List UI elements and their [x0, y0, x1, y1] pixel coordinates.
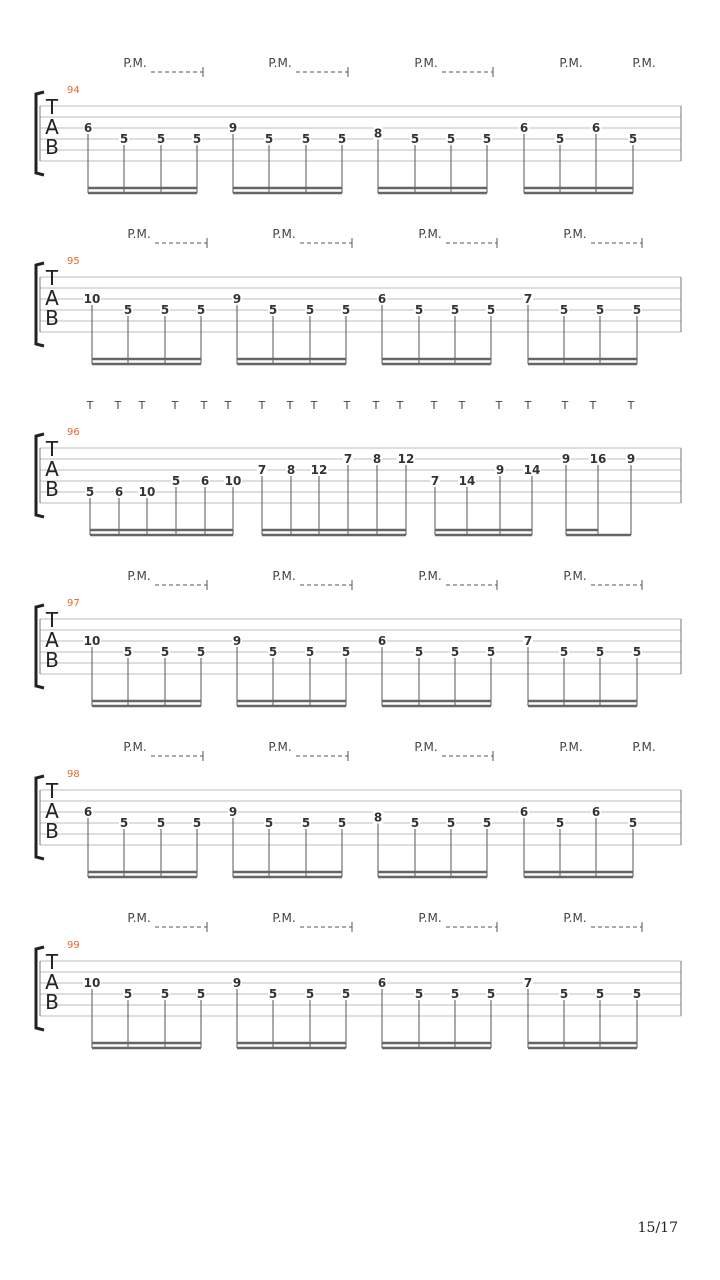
- fret-number: 5: [595, 987, 605, 1001]
- tap-marking: T: [310, 399, 318, 412]
- tap-marking: T: [286, 399, 294, 412]
- fret-number: 5: [482, 816, 492, 830]
- fret-number: 10: [138, 485, 156, 499]
- tap-marking: T: [627, 399, 635, 412]
- tab-clef-letter: B: [45, 306, 59, 330]
- palm-mute-marking: P.M.: [632, 740, 656, 754]
- fret-number: 5: [414, 645, 424, 659]
- fret-number: 6: [83, 121, 93, 135]
- fret-number: 5: [123, 645, 133, 659]
- fret-number: 5: [450, 987, 460, 1001]
- fret-number: 8: [286, 463, 296, 477]
- fret-number: 7: [343, 452, 353, 466]
- fret-number: 5: [337, 816, 347, 830]
- fret-number: 7: [523, 292, 533, 306]
- palm-mute-marking: P.M.: [123, 56, 147, 70]
- fret-number: 5: [337, 132, 347, 146]
- tab-clef-letter: A: [45, 115, 59, 139]
- palm-mute-marking: P.M.: [414, 740, 438, 754]
- fret-number: 9: [232, 292, 242, 306]
- measure-number: 98: [67, 769, 80, 780]
- fret-number: 5: [192, 816, 202, 830]
- palm-mute-marking: P.M.: [272, 911, 296, 925]
- tab-clef-letter: T: [45, 266, 59, 290]
- tab-clef-letter: T: [45, 608, 59, 632]
- palm-mute-marking: P.M.: [272, 227, 296, 241]
- fret-number: 10: [83, 634, 101, 648]
- fret-number: 6: [519, 805, 529, 819]
- tap-marking: T: [343, 399, 351, 412]
- fret-number: 5: [196, 303, 206, 317]
- fret-number: 5: [301, 132, 311, 146]
- fret-number: 5: [268, 303, 278, 317]
- fret-number: 14: [458, 474, 476, 488]
- fret-number: 5: [446, 132, 456, 146]
- measure-number: 99: [67, 940, 80, 951]
- fret-number: 5: [341, 987, 351, 1001]
- fret-number: 5: [555, 816, 565, 830]
- fret-number: 5: [482, 132, 492, 146]
- fret-number: 5: [632, 987, 642, 1001]
- tab-clef-letter: T: [45, 950, 59, 974]
- fret-number: 5: [123, 303, 133, 317]
- fret-number: 5: [156, 132, 166, 146]
- fret-number: 6: [519, 121, 529, 135]
- fret-number: 6: [591, 121, 601, 135]
- palm-mute-marking: P.M.: [632, 56, 656, 70]
- fret-number: 9: [228, 805, 238, 819]
- fret-number: 10: [83, 292, 101, 306]
- tap-marking: T: [200, 399, 208, 412]
- fret-number: 5: [160, 303, 170, 317]
- fret-number: 5: [595, 303, 605, 317]
- fret-number: 5: [410, 816, 420, 830]
- fret-number: 8: [373, 810, 383, 825]
- tab-system: [36, 56, 681, 193]
- palm-mute-marking: P.M.: [268, 56, 292, 70]
- fret-number: 5: [414, 303, 424, 317]
- fret-number: 5: [196, 987, 206, 1001]
- tap-marking: T: [495, 399, 503, 412]
- tab-clef-letter: A: [45, 457, 59, 481]
- tab-clef-letter: B: [45, 135, 59, 159]
- fret-number: 5: [160, 645, 170, 659]
- fret-number: 5: [196, 645, 206, 659]
- palm-mute-marking: P.M.: [563, 569, 587, 583]
- fret-number: 9: [232, 634, 242, 648]
- tab-clef-letter: B: [45, 819, 59, 843]
- fret-number: 5: [341, 303, 351, 317]
- tap-marking: T: [86, 399, 94, 412]
- fret-number: 5: [628, 132, 638, 146]
- fret-number: 7: [523, 976, 533, 990]
- fret-number: 5: [450, 645, 460, 659]
- fret-number: 9: [626, 452, 636, 466]
- fret-number: 5: [123, 987, 133, 1001]
- tap-marking: T: [224, 399, 232, 412]
- fret-number: 5: [268, 645, 278, 659]
- fret-number: 12: [397, 452, 415, 466]
- palm-mute-marking: P.M.: [559, 740, 583, 754]
- fret-number: 12: [310, 463, 328, 477]
- tap-marking: T: [372, 399, 380, 412]
- palm-mute-marking: P.M.: [127, 911, 151, 925]
- fret-number: 6: [377, 634, 387, 648]
- fret-number: 5: [341, 645, 351, 659]
- palm-mute-marking: P.M.: [563, 911, 587, 925]
- tab-system: [36, 399, 681, 535]
- fret-number: 5: [305, 303, 315, 317]
- fret-number: 5: [264, 132, 274, 146]
- tab-system: [36, 569, 681, 706]
- fret-number: 5: [450, 303, 460, 317]
- tab-clef-letter: T: [45, 779, 59, 803]
- palm-mute-marking: P.M.: [418, 569, 442, 583]
- fret-number: 10: [224, 474, 242, 488]
- fret-number: 5: [559, 987, 569, 1001]
- palm-mute-marking: P.M.: [563, 227, 587, 241]
- fret-number: 8: [373, 126, 383, 141]
- fret-number: 6: [377, 292, 387, 306]
- fret-number: 5: [632, 645, 642, 659]
- fret-number: 9: [561, 452, 571, 466]
- palm-mute-marking: P.M.: [268, 740, 292, 754]
- fret-number: 5: [119, 132, 129, 146]
- tab-clef-letter: A: [45, 970, 59, 994]
- tap-marking: T: [561, 399, 569, 412]
- tab-clef-letter: A: [45, 286, 59, 310]
- fret-number: 5: [171, 474, 181, 488]
- measure-number: 95: [67, 256, 80, 267]
- fret-number: 9: [495, 463, 505, 477]
- measure-number: 96: [67, 427, 80, 438]
- fret-number: 5: [160, 987, 170, 1001]
- palm-mute-marking: P.M.: [414, 56, 438, 70]
- tap-marking: T: [258, 399, 266, 412]
- tap-marking: T: [396, 399, 404, 412]
- fret-number: 5: [156, 816, 166, 830]
- palm-mute-marking: P.M.: [418, 911, 442, 925]
- tab-system: [36, 740, 681, 877]
- fret-number: 5: [119, 816, 129, 830]
- fret-number: 5: [486, 987, 496, 1001]
- fret-number: 7: [523, 634, 533, 648]
- tab-clef-letter: A: [45, 799, 59, 823]
- palm-mute-marking: P.M.: [559, 56, 583, 70]
- page-number: 15/17: [637, 1220, 678, 1236]
- tab-system: [36, 227, 681, 364]
- fret-number: 5: [632, 303, 642, 317]
- fret-number: 5: [192, 132, 202, 146]
- fret-number: 6: [83, 805, 93, 819]
- palm-mute-marking: P.M.: [127, 227, 151, 241]
- fret-number: 6: [114, 485, 124, 499]
- measure-number: 94: [67, 85, 80, 96]
- fret-number: 5: [559, 303, 569, 317]
- fret-number: 5: [486, 303, 496, 317]
- tab-clef-letter: B: [45, 477, 59, 501]
- fret-number: 5: [85, 485, 95, 499]
- tap-marking: T: [138, 399, 146, 412]
- tap-marking: T: [589, 399, 597, 412]
- fret-number: 5: [595, 645, 605, 659]
- fret-number: 5: [305, 645, 315, 659]
- tap-marking: T: [524, 399, 532, 412]
- tab-clef-letter: B: [45, 648, 59, 672]
- fret-number: 16: [589, 452, 607, 466]
- fret-number: 5: [410, 132, 420, 146]
- tap-marking: T: [171, 399, 179, 412]
- fret-number: 5: [555, 132, 565, 146]
- tab-clef-letter: B: [45, 990, 59, 1014]
- measure-number: 97: [67, 598, 80, 609]
- fret-number: 5: [628, 816, 638, 830]
- fret-number: 6: [200, 474, 210, 488]
- fret-number: 5: [414, 987, 424, 1001]
- palm-mute-marking: P.M.: [418, 227, 442, 241]
- palm-mute-marking: P.M.: [127, 569, 151, 583]
- fret-number: 5: [559, 645, 569, 659]
- fret-number: 5: [268, 987, 278, 1001]
- tap-marking: T: [430, 399, 438, 412]
- tap-marking: T: [458, 399, 466, 412]
- fret-number: 5: [264, 816, 274, 830]
- tab-clef-letter: A: [45, 628, 59, 652]
- fret-number: 7: [430, 474, 440, 488]
- fret-number: 6: [591, 805, 601, 819]
- tab-clef-letter: T: [45, 437, 59, 461]
- fret-number: 14: [523, 463, 541, 477]
- palm-mute-marking: P.M.: [123, 740, 147, 754]
- fret-number: 8: [372, 452, 382, 466]
- fret-number: 9: [228, 121, 238, 135]
- tab-system: [36, 911, 681, 1048]
- fret-number: 5: [486, 645, 496, 659]
- tab-clef-letter: T: [45, 95, 59, 119]
- fret-number: 5: [301, 816, 311, 830]
- fret-number: 5: [305, 987, 315, 1001]
- fret-number: 7: [257, 463, 267, 477]
- fret-number: 10: [83, 976, 101, 990]
- tap-marking: T: [114, 399, 122, 412]
- fret-number: 6: [377, 976, 387, 990]
- fret-number: 9: [232, 976, 242, 990]
- palm-mute-marking: P.M.: [272, 569, 296, 583]
- fret-number: 5: [446, 816, 456, 830]
